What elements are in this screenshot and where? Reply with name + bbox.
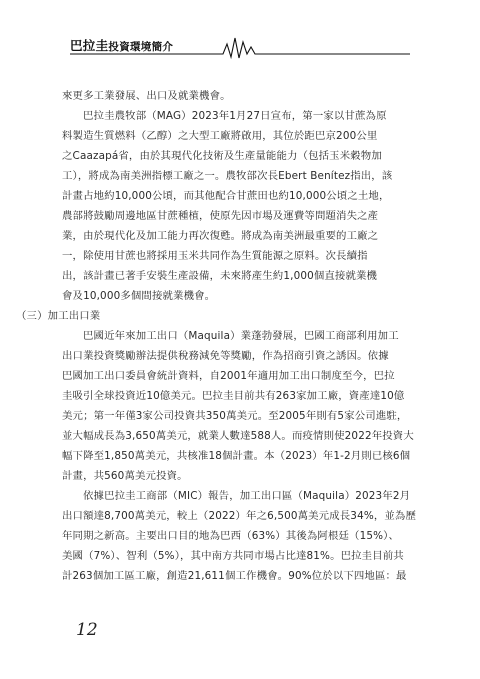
header-title-country: 巴拉圭 xyxy=(70,38,109,53)
text-line: 巴國加工出口委員會統計資料，自2001年適用加工出口制度至今，巴拉 xyxy=(62,370,395,382)
text-line: 料製造生質燃料（乙醇）之大型工廠將啟用，其位於距巴京200公里 xyxy=(62,130,378,142)
text-line: 巴國近年來加工出口（Maquila）業蓬勃發展，巴國工商部利用加工 xyxy=(83,330,399,342)
header-title-subtitle: 投資環境簡介 xyxy=(108,41,174,53)
paragraph-continuation xyxy=(62,86,410,106)
text-line: 年同期之新高。主要出口目的地為巴西（63%）其後為阿根廷（15%）、 xyxy=(62,530,400,542)
text-line: 出口業投資獎勵辦法提供稅務減免等獎勵，作為招商引資之誘因。依據 xyxy=(62,350,389,362)
text-line: 農部將鼓勵周邊地區甘蔗種植，使原先因市場及運費等問題消失之產 xyxy=(62,210,379,222)
text-line: 會及10,000多個間接就業機會。 xyxy=(62,290,216,302)
paragraph-mag-ethanol xyxy=(62,106,410,306)
text-line: 美國（7%）、智利（5%），其中南方共同市場占比達81%。巴拉圭目前共 xyxy=(62,550,404,562)
text-line: 圭吸引全球投資近10億美元。巴拉圭目前共有263家加工廠，資產達10億 xyxy=(62,390,405,402)
text-line: 幅下降至1,850萬美元，共核准18個計畫。本（2023）年1-2月則已核6個 xyxy=(62,450,411,462)
text-line: 工），將成為南美洲指標工廠之一。農牧部次長Ebert Benítez指出，該 xyxy=(62,170,393,182)
text-line: 依據巴拉圭工商部（MIC）報告，加工出口區（Maquila）2023年2月 xyxy=(83,490,411,502)
running-header xyxy=(0,34,480,60)
header-wave-decoration xyxy=(70,34,410,60)
text-line: 一，除使用甘蔗也將採用玉米共同作為生質能源之原料。次長續指 xyxy=(62,250,368,262)
text-line: 計畫占地約10,000公頃，而其他配合甘蔗田也約10,000公頃之土地， xyxy=(62,190,390,202)
text-line: 美元；第一年僅3家公司投資共350萬美元。至2005年則有5家公司進駐， xyxy=(62,410,408,422)
text-line: 巴拉圭農牧部（MAG）2023年1月27日宣布，第一家以甘蔗為原 xyxy=(83,110,387,122)
text-line: 之Caazapá省，由於其現代化技術及生產量能能力（包括玉米穀物加 xyxy=(62,150,382,162)
body-text xyxy=(16,86,417,586)
text-line: 出，該計畫已著手安裝生產設備，未來將產生約1,000個直接就業機 xyxy=(62,270,378,282)
text-line: 業，由於現代化及加工能力再次復甦。將成為南美洲最重要的工廠之 xyxy=(62,230,379,242)
section-heading-text: （三）加工出口業 xyxy=(16,310,101,322)
text-line: 來更多工業發展、出口及就業機會。 xyxy=(62,90,231,102)
text-line: 計263個加工區工廠，創造21,611個工作機會。90%位於以下四地區：最 xyxy=(62,570,407,582)
paragraph-mic-report xyxy=(62,486,417,586)
text-line: 並大幅成長為3,650萬美元，就業人數達588人。而疫情則使2022年投資大 xyxy=(62,430,414,442)
section-heading xyxy=(16,306,410,326)
page-number: 12 xyxy=(76,620,98,640)
text-line: 計畫，共560萬美元投資。 xyxy=(62,470,188,482)
paragraph-maquila xyxy=(62,326,414,486)
text-line: 出口額達8,700萬美元，較上（2022）年之6,500萬美元成長34%，並為歷 xyxy=(62,510,417,522)
